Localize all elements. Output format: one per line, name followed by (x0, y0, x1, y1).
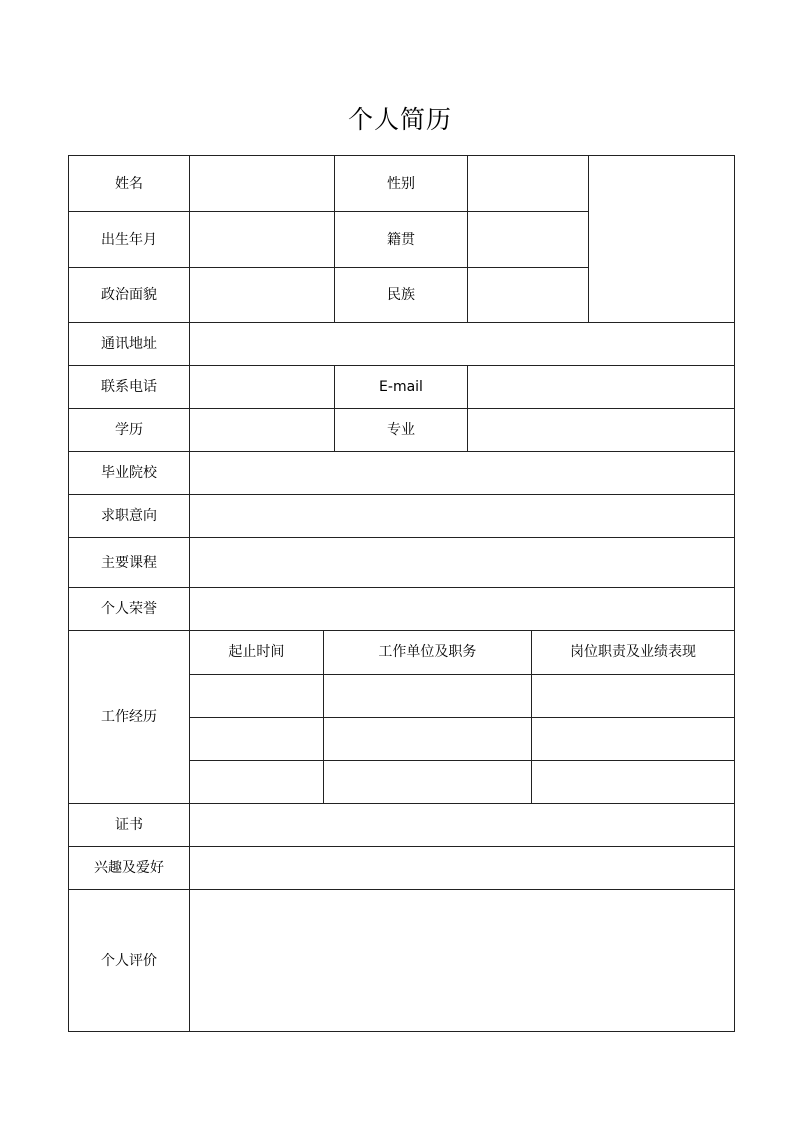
label-self-evaluation: 个人评价 (69, 890, 190, 1032)
label-work-experience: 工作经历 (69, 631, 190, 804)
certificates-field[interactable] (190, 804, 735, 847)
ethnicity-field[interactable] (468, 268, 589, 323)
label-native-place: 籍贯 (335, 212, 468, 268)
label-political-status: 政治面貌 (69, 268, 190, 323)
political-status-field[interactable] (190, 268, 335, 323)
label-address: 通讯地址 (69, 323, 190, 366)
work-header-employer: 工作单位及职务 (323, 631, 531, 674)
label-honors: 个人荣誉 (69, 588, 190, 631)
work-employer-cell[interactable] (323, 717, 531, 760)
label-major: 专业 (335, 409, 468, 452)
work-employer-cell[interactable] (323, 674, 531, 717)
phone-field[interactable] (190, 366, 335, 409)
label-ethnicity: 民族 (335, 268, 468, 323)
label-name: 姓名 (69, 156, 190, 212)
major-field[interactable] (468, 409, 735, 452)
hobbies-field[interactable] (190, 847, 735, 890)
self-evaluation-field[interactable] (190, 890, 735, 1032)
courses-field[interactable] (190, 538, 735, 588)
address-field[interactable] (190, 323, 735, 366)
work-duties-cell[interactable] (532, 717, 734, 760)
email-field[interactable] (468, 366, 735, 409)
page-title: 个人简历 (347, 105, 452, 134)
work-duties-cell[interactable] (532, 674, 734, 717)
label-education: 学历 (69, 409, 190, 452)
resume-table (68, 155, 735, 1032)
native-place-field[interactable] (468, 212, 589, 268)
label-school: 毕业院校 (69, 452, 190, 495)
work-employer-cell[interactable] (323, 760, 531, 803)
gender-field[interactable] (468, 156, 589, 212)
photo-box[interactable] (589, 156, 735, 323)
label-birth: 出生年月 (69, 212, 190, 268)
name-field[interactable] (190, 156, 335, 212)
label-phone: 联系电话 (69, 366, 190, 409)
work-period-cell[interactable] (190, 674, 323, 717)
education-field[interactable] (190, 409, 335, 452)
label-hobbies: 兴趣及爱好 (69, 847, 190, 890)
work-duties-cell[interactable] (532, 760, 734, 803)
label-job-intention: 求职意向 (69, 495, 190, 538)
work-header-duties: 岗位职责及业绩表现 (532, 631, 734, 674)
birth-field[interactable] (190, 212, 335, 268)
work-header-period: 起止时间 (190, 631, 323, 674)
work-experience-table (190, 631, 734, 803)
label-gender: 性别 (335, 156, 468, 212)
work-period-cell[interactable] (190, 717, 323, 760)
work-experience-section (190, 631, 735, 804)
label-email: E-mail (335, 366, 468, 409)
label-certificates: 证书 (69, 804, 190, 847)
school-field[interactable] (190, 452, 735, 495)
label-courses: 主要课程 (69, 538, 190, 588)
honors-field[interactable] (190, 588, 735, 631)
work-period-cell[interactable] (190, 760, 323, 803)
job-intention-field[interactable] (190, 495, 735, 538)
